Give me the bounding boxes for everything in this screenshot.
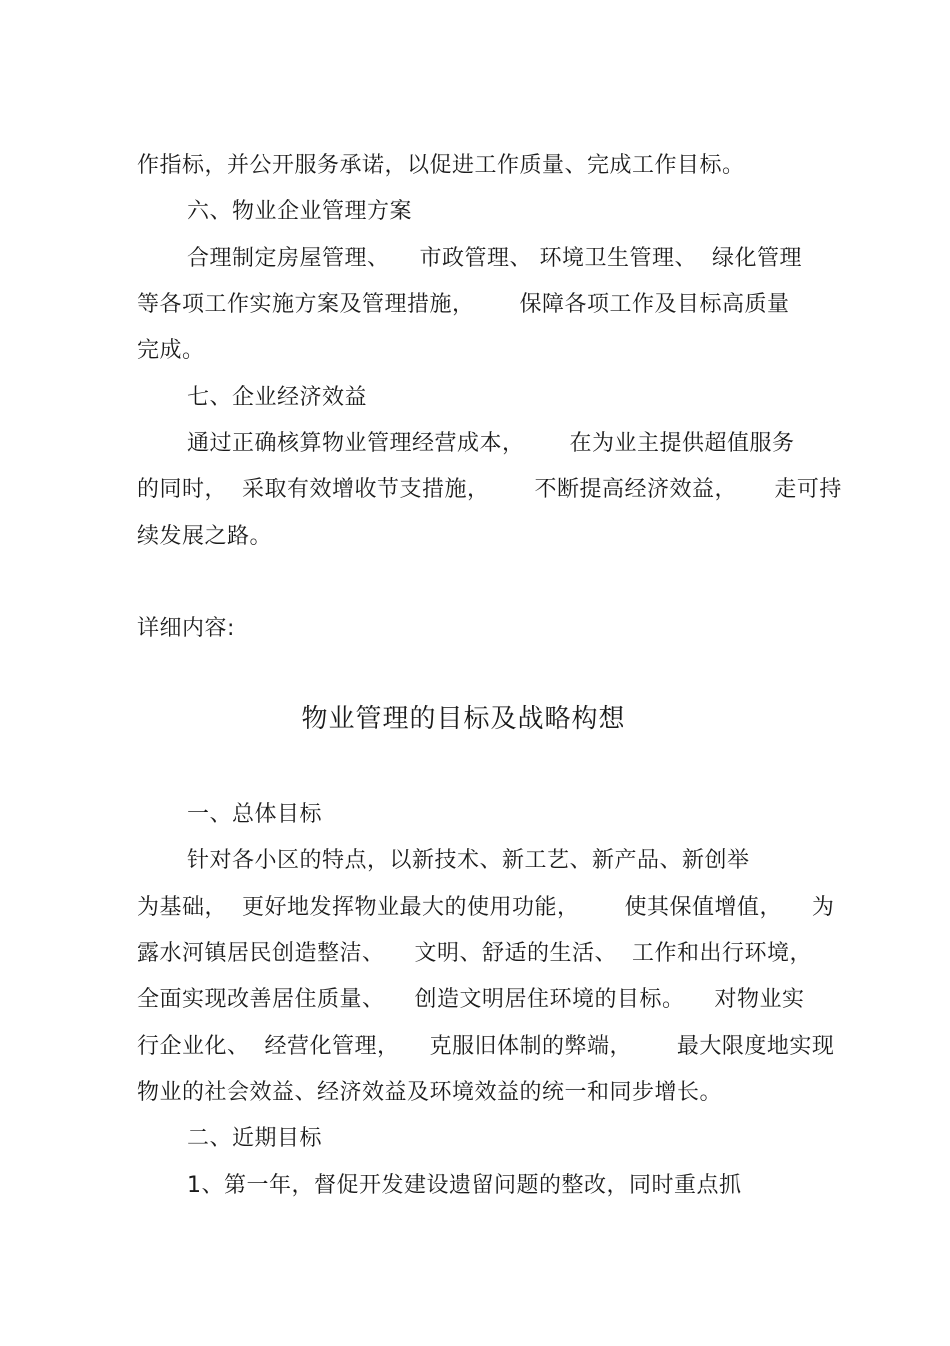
section-heading: 二、近期目标 — [187, 1126, 323, 1151]
section-heading: 六、物业企业管理方案 — [187, 199, 413, 224]
paragraph-line: 露水河镇居民创造整洁、 文明、舒适的生活、 工作和出行环境， — [137, 941, 812, 966]
paragraph-line: 完成。 — [137, 338, 205, 363]
page-title: 物业管理的目标及战略构想 — [301, 704, 626, 734]
paragraph-line: 行企业化、 经营化管理， 克服旧体制的弊端， 最大限度地实现 — [137, 1034, 835, 1059]
paragraph-line: 合理制定房屋管理、 市政管理、 环境卫生管理、 绿化管理 — [187, 246, 802, 271]
paragraph-line: 的同时， 采取有效增收节支措施， 不断提高经济效益， 走可持 — [137, 477, 842, 502]
detail-label: 详细内容: — [137, 616, 235, 641]
paragraph-line: 物业的社会效益、经济效益及环境效益的统一和同步增长。 — [137, 1080, 723, 1105]
paragraph-line: 1、第一年，督促开发建设遗留问题的整改，同时重点抓 — [187, 1173, 742, 1198]
paragraph-line: 作指标，并公开服务承诺，以促进工作质量、完成工作目标。 — [137, 153, 745, 178]
paragraph-line: 针对各小区的特点，以新技术、新工艺、新产品、新创举 — [187, 848, 750, 873]
paragraph-line: 为基础， 更好地发挥物业最大的使用功能， 使其保值增值， 为 — [137, 895, 835, 920]
section-heading: 一、总体目标 — [187, 802, 323, 827]
paragraph-line: 等各项工作实施方案及管理措施， 保障各项工作及目标高质量 — [137, 292, 790, 317]
paragraph-line: 全面实现改善居住质量、 创造文明居住环境的目标。 对物业实 — [137, 987, 805, 1012]
paragraph-line: 通过正确核算物业管理经营成本， 在为业主提供超值服务 — [187, 431, 795, 456]
paragraph-line: 续发展之路。 — [137, 524, 273, 549]
section-heading: 七、企业经济效益 — [187, 385, 368, 410]
